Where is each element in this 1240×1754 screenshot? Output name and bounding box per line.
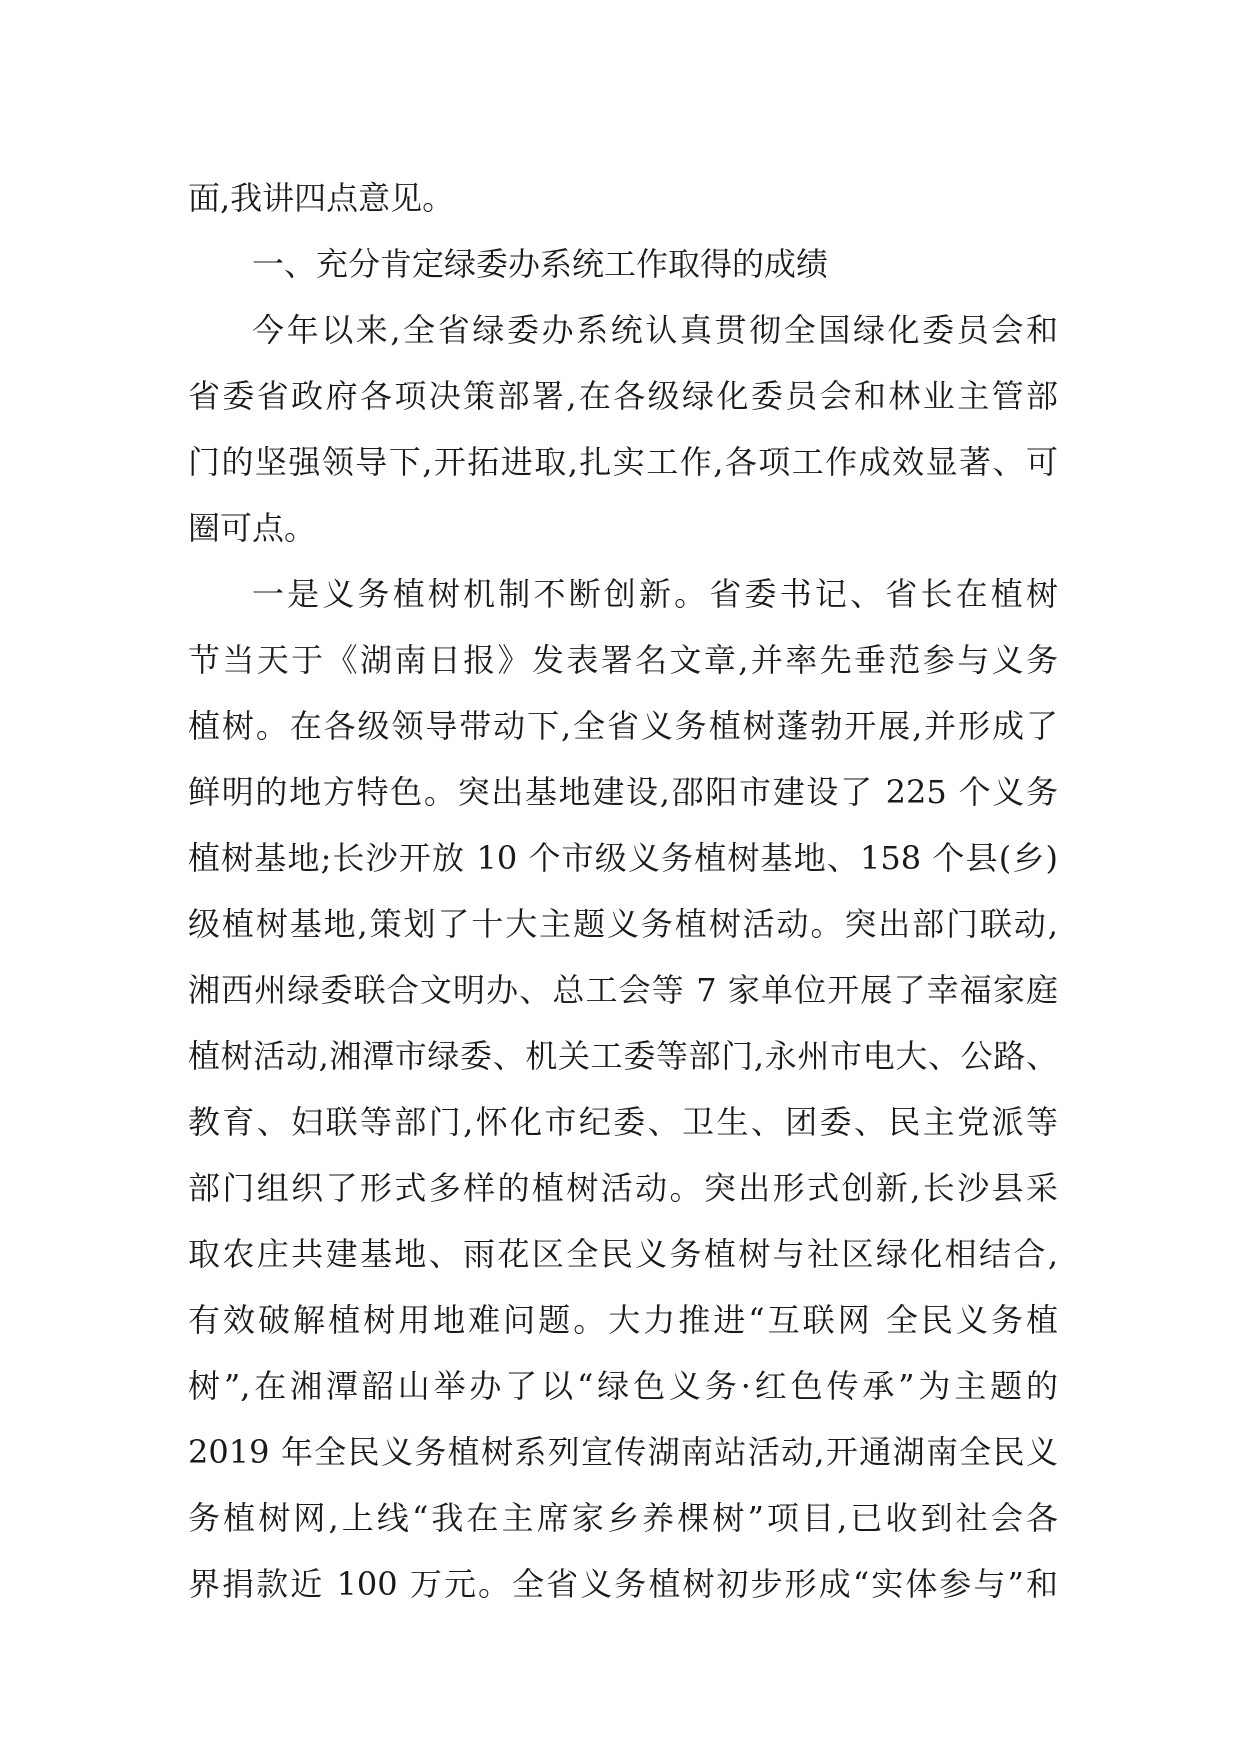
text-line: 2019 年全民义务植树系列宣传湖南站活动,开通湖南全民义 xyxy=(188,1433,1058,1471)
text-line: 节当天于《湖南日报》发表署名文章,并率先垂范参与义务 xyxy=(188,641,1058,679)
text-line: 级植树基地,策划了十大主题义务植树活动。突出部门联动, xyxy=(188,905,1058,943)
text-line: 树”,在湘潭韶山举办了以“绿色义务·红色传承”为主题的 xyxy=(188,1367,1058,1405)
text-line: 一是义务植树机制不断创新。省委书记、省长在植树 xyxy=(252,575,1058,613)
text-line: 门的坚强领导下,开拓进取,扎实工作,各项工作成效显著、可 xyxy=(188,443,1058,481)
text-line: 植树基地;长沙开放 10 个市级义务植树基地、158 个县(乡) xyxy=(188,839,1058,877)
text-line: 有效破解植树用地难问题。大力推进“互联网 全民义务植 xyxy=(188,1301,1058,1339)
text-line: 界捐款近 100 万元。全省义务植树初步形成“实体参与”和 xyxy=(188,1565,1058,1603)
text-line: 取农庄共建基地、雨花区全民义务植树与社区绿化相结合, xyxy=(188,1235,1058,1273)
text-line: 务植树网,上线“我在主席家乡养棵树”项目,已收到社会各 xyxy=(188,1499,1058,1537)
text-line: 植树。在各级领导带动下,全省义务植树蓬勃开展,并形成了 xyxy=(188,707,1058,745)
text-line: 鲜明的地方特色。突出基地建设,邵阳市建设了 225 个义务 xyxy=(188,773,1058,811)
text-line: 面,我讲四点意见。 xyxy=(188,179,455,217)
text-line: 湘西州绿委联合文明办、总工会等 7 家单位开展了幸福家庭 xyxy=(188,971,1058,1009)
text-line: 植树活动,湘潭市绿委、机关工委等部门,永州市电大、公路、 xyxy=(188,1037,1058,1075)
text-line: 今年以来,全省绿委办系统认真贯彻全国绿化委员会和 xyxy=(252,311,1058,349)
text-line: 部门组织了形式多样的植树活动。突出形式创新,长沙县采 xyxy=(188,1169,1058,1207)
text-line: 省委省政府各项决策部署,在各级绿化委员会和林业主管部 xyxy=(188,377,1058,415)
text-line: 教育、妇联等部门,怀化市纪委、卫生、团委、民主党派等 xyxy=(188,1103,1058,1141)
text-line: 圈可点。 xyxy=(188,509,317,547)
section-heading: 一、充分肯定绿委办系统工作取得的成绩 xyxy=(252,245,829,283)
